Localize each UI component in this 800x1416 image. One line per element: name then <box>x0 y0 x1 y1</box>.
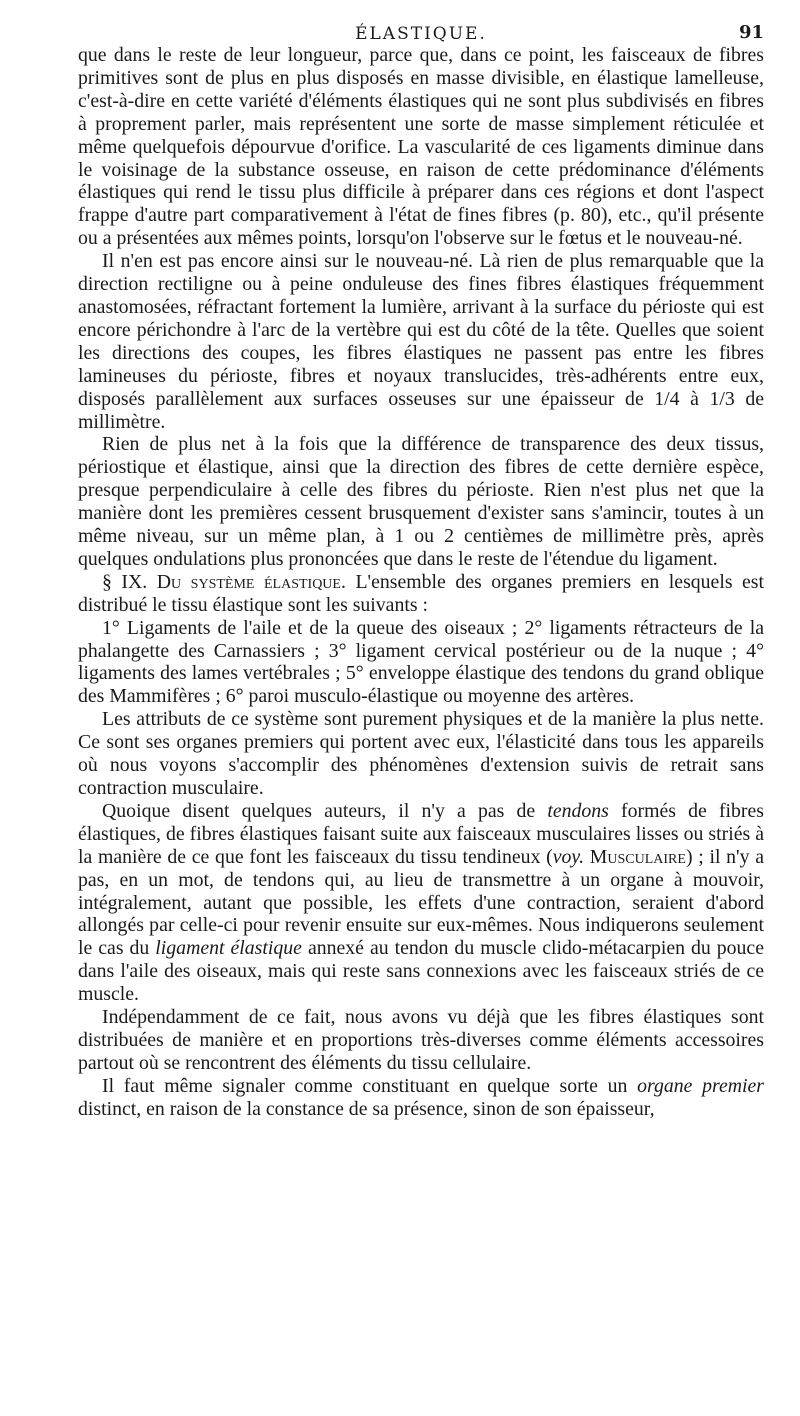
paragraph-continuation: que dans le reste de leur longueur, parce que, dans ce point, les faisceaux de fibres primitives sont de plus en plus disposés en masse divisible, en élastique lamelleuse, c'est-à-dire en cette variété d'éléments élastiques qui ne sont plus subdivisés en fibres à proprement parler, mais représentent une sorte de masse simplement réticulée et même quelquefois dépourvue d'orifice. La vascularité de ces ligaments diminue dans le voisinage de la substance osseuse, en raison de cette prédominance d'éléments élastiques qui rend le tissu plus difficile à préparer dans ces régions et dont l'aspect frappe d'autre part comparativement à l'état de fines fibres (p. 80), etc., qu'il présente ou a présentées aux mêmes points, lorsqu'on l'observe sur le fœtus et le nouveau-né. <box>78 44 764 250</box>
paragraph-organe-premier <box>78 1075 764 1121</box>
tendons-text-4: annexé au tendon du muscle clido-métacarpien du pouce dans l'aile des oiseaux, mais qui reste sans connexions avec les faisceaux striés de ce muscle. <box>78 937 764 1006</box>
paragraph-newborn: Il n'en est pas encore ainsi sur le nouveau-né. Là rien de plus remarquable que la direction rectiligne ou à peine onduleuse des fines fibres élastiques fréquemment anastomosées, réfractant fortement la lumière, arrivant à la surface du périoste qui est encore périchondre à l'arc de la vertèbre qui est du côté de la tête. Quelles que soient les directions des coupes, les fibres élastiques ne passent pas entre les fibres lamineuses du périoste, fibres et noyaux translucides, très-adhérents entre eux, disposés parallèlement aux surfaces osseuses sur une épaisseur de 1/4 à 1/3 de millimètre. <box>78 250 764 433</box>
page <box>78 0 764 1121</box>
paragraph-attributes: Les attributs de ce système sont purement physiques et de la manière la plus nette. Ce sont ses organes premiers qui portent avec eux, l'élasticité dans tous les appareils où nous voyons s'accomplir des phénomènes d'extension suivis de retrait sans contraction musculaire. <box>78 708 764 799</box>
paragraph-independently: Indépendamment de ce fait, nous avons vu déjà que les fibres élastiques sont distribuées de manière et en proportions très-diverses comme éléments accessoires partout où se rencontrent des éléments du tissu cellulaire. <box>78 1006 764 1074</box>
paragraph-section-ix <box>78 571 764 617</box>
tendons-text-3: ) ; il n'y a pas, en un mot, de tendons qui, au lieu de transmettre à un organe à mouvoir, intégralement, autant que possible, les effets d'une contraction, seraient d'abord allongés par celle-ci pour revenir ensuite sur eux-mêmes. Nous indiquerons seulement le cas du <box>78 845 764 960</box>
paragraph-transparency: Rien de plus net à la fois que la différence de transparence des deux tissus, périostique et élastique, ainsi que la direction des fibres de cette dernière espèce, presque perpendiculaire à celle des fibres du périoste. Rien n'est plus net que la manière dont les premières cessent brusquement d'exister sans s'amincir, toutes à un même niveau, sur un même plan, à 1 ou 2 centièmes de millimètre près, après quelques ondulations plus prononcées que dans le reste de l'étendue du ligament. <box>78 433 764 570</box>
voy-emphasis: voy. <box>552 845 585 868</box>
section-title: Du système élastique. <box>156 570 346 593</box>
text-body <box>78 44 764 1121</box>
running-title: ÉLASTIQUE. <box>355 24 487 44</box>
organe-text-2: distinct, en raison de la constance de sa présence, sinon de son épaisseur, <box>78 1097 655 1120</box>
ligament-emphasis: ligament élastique <box>155 937 302 960</box>
section-intro: L'ensemble des organes premiers en lesquels est distribué le tissu élastique sont les suivants : <box>78 570 765 616</box>
paragraph-enumeration: 1° Ligaments de l'aile et de la queue des oiseaux ; 2° ligaments rétracteurs de la phalangette des Carnassiers ; 3° ligament cervical postérieur ou de la nuque ; 4° ligaments des lames vertébrales ; 5° enveloppe élastique des tendons du grand oblique des Mammifères ; 6° paroi musculo-élastique ou moyenne des artères. <box>78 616 764 708</box>
tendons-emphasis: tendons <box>547 799 609 822</box>
section-mark: § IX. <box>102 570 148 593</box>
organe-text-1: Il faut même signaler comme constituant en quelque sorte un <box>102 1074 628 1097</box>
tendons-text-2: formés de fibres élastiques, de fibres élastiques faisant suite aux faisceaux musculaires lisses ou striés à la manière de ce que font les faisceaux du tissu tendineux ( <box>78 799 764 868</box>
page-number: 91 <box>738 22 764 43</box>
tendons-text-1: Quoique disent quelques auteurs, il n'y a pas de <box>102 799 536 822</box>
paragraph-tendons <box>78 800 764 1006</box>
organe-emphasis: organe premier <box>637 1074 764 1097</box>
musculaire-reference: Musculaire <box>589 845 686 868</box>
running-head <box>78 0 764 44</box>
